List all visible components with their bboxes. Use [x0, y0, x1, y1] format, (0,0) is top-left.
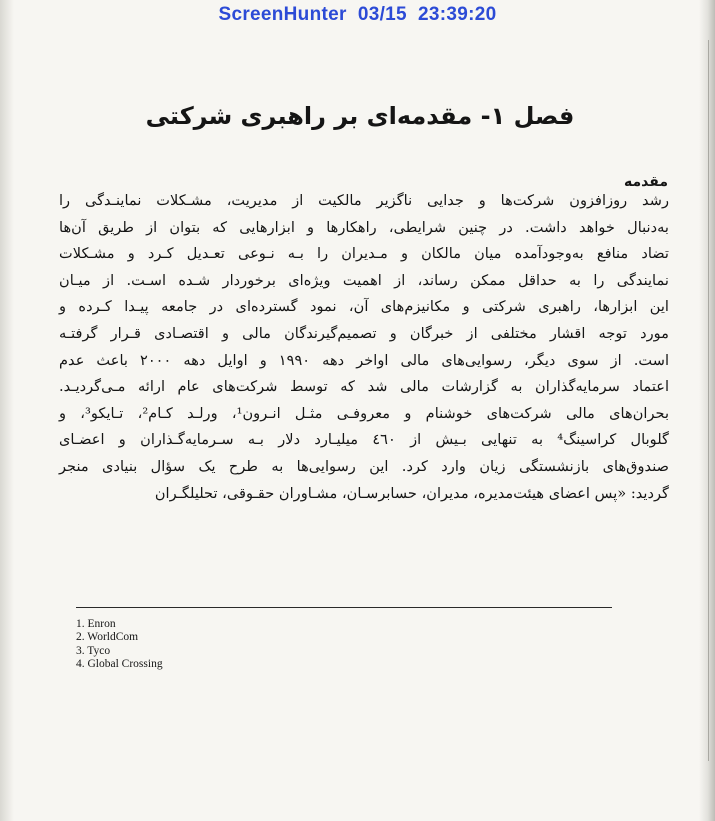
- body-line: اعتماد سرمایه‌گذاران به گزارشات مالی شد که توسط شرکت‌های عام ارائه مـی‌گردیـد.: [59, 378, 669, 396]
- footnote-item: 3. Tyco: [76, 644, 111, 657]
- section-heading: مقدمه: [624, 174, 668, 190]
- body-line: صندوق‌های بازنشستگی زیان وارد کرد. این رسوایی‌ها به طرح یک سؤال بنیادی منجر: [59, 457, 669, 475]
- body-paragraph: [59, 188, 669, 507]
- footnote-item: 4. Global Crossing: [76, 658, 163, 671]
- scan-left-shadow: [0, 0, 14, 821]
- footnote-item: 2. WorldCom: [76, 631, 139, 644]
- body-line: نمایندگی را به حداقل ممکن رساند، از اهمیت ویژه‌ای برخوردار شـده اسـت. از میـان: [59, 271, 669, 289]
- screenhunter-watermark: ScreenHunter 03/15 23:39:20: [218, 4, 497, 25]
- body-line: بحران‌های مالی شرکت‌های خوشنام و معروفـی مثـل انـرون¹، ورلـد کـام²، تـایکو³، و: [59, 404, 670, 422]
- footnote-item: 1. Enron: [76, 618, 116, 630]
- body-line: است. از سوی دیگر، رسوایی‌های مالی اواخر دهه ۱۹۹۰ و اوایل دهه ۲۰۰۰ باعث عدم: [59, 351, 669, 369]
- body-line: تضاد منافع به‌وجودآمده میان مالکان و مـدیران را بـه نـوعی تعـدیل کـرد و مشـکلات: [59, 245, 669, 263]
- body-line: مورد توجه اقشار مختلفی از خبرگان و تصمیم‌گیرندگان مالی و اقتصـادی قـرار گرفتـه: [59, 324, 669, 342]
- body-line: این ابزارها، راهبری شرکتی و مکانیزم‌های آن، نمود گسترده‌ای در جامعه پیـدا کـرده و: [59, 298, 669, 316]
- chapter-title: فصل ۱- مقدمه‌ای بر راهبری شرکتی: [145, 102, 575, 130]
- body-line: گلوبال کراسینگ⁴ به تنهایی بـیش از ٤٦٠ میلیـارد دلار بـه سـرمایه‌گـذاران و اعضـای: [59, 431, 669, 449]
- body-line: به‌دنبال خواهد داشت. در چنین شرایطی، راهکارها و ابزارهایی که بتوان از طریق آن‌ها: [59, 218, 669, 236]
- footnotes: [76, 618, 163, 672]
- footnote-divider: [76, 607, 612, 608]
- body-line: رشد روزافزون شرکت‌ها و جدایی ناگزیر مالکیت از مدیریت، مشـکلات نماینـدگی را: [59, 192, 669, 209]
- scan-page-edge: [699, 0, 715, 821]
- body-line: گردید: «پس اعضای هیئت‌مدیره، مدیران، حسابرسـان، مشـاوران حقـوقی، تحلیلگـران: [154, 484, 669, 502]
